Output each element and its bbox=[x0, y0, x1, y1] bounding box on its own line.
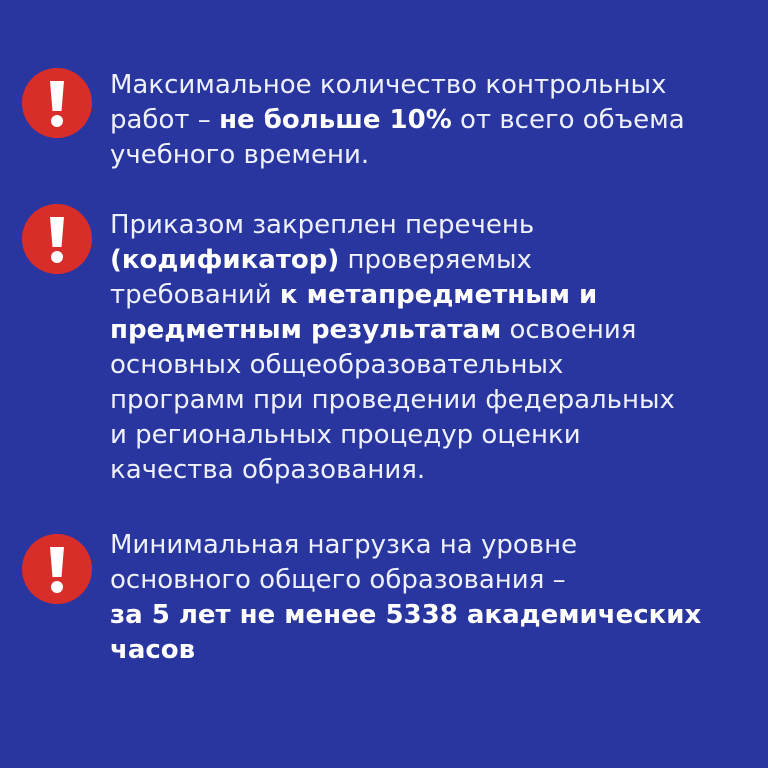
text-segment-bold: (кодификатор) bbox=[110, 245, 340, 275]
text-line bbox=[110, 208, 760, 243]
text-segment: Максимальное количество контрольных bbox=[110, 70, 667, 100]
text-segment: программ при проведении федеральных bbox=[110, 385, 675, 415]
text-segment: учебного времени. bbox=[110, 140, 370, 170]
warning-badge bbox=[22, 68, 92, 138]
text-line bbox=[110, 348, 760, 383]
text-segment-bold: предметным результатам bbox=[110, 315, 502, 345]
text-segment: основных общеобразовательных bbox=[110, 350, 564, 380]
text-segment: требований bbox=[110, 280, 280, 310]
exclamation-icon bbox=[22, 204, 92, 274]
text-segment-bold: за 5 лет не менее 5338 академических bbox=[110, 600, 702, 630]
text-segment-bold: не больше 10% bbox=[219, 105, 452, 135]
text-segment: Минимальная нагрузка на уровне bbox=[110, 530, 578, 560]
text-segment-bold: к метапредметным и bbox=[279, 280, 598, 310]
text-segment: проверяемых bbox=[339, 245, 532, 275]
text-line bbox=[110, 383, 760, 418]
info-text bbox=[110, 68, 760, 173]
info-text bbox=[110, 528, 760, 668]
warning-badge bbox=[22, 204, 92, 274]
exclamation-icon bbox=[22, 68, 92, 138]
text-line bbox=[110, 563, 760, 598]
text-segment-bold: часов bbox=[110, 635, 196, 665]
text-line bbox=[110, 453, 760, 488]
text-line bbox=[110, 68, 760, 103]
text-segment: качества образования. bbox=[110, 455, 426, 485]
text-line bbox=[110, 598, 760, 633]
warning-badge bbox=[22, 534, 92, 604]
text-line bbox=[110, 418, 760, 453]
exclamation-icon bbox=[22, 534, 92, 604]
text-segment: от всего объема bbox=[451, 105, 685, 135]
text-line bbox=[110, 103, 760, 138]
text-segment: и региональных процедур оценки bbox=[110, 420, 581, 450]
text-segment: Приказом закреплен перечень bbox=[110, 210, 535, 240]
info-text bbox=[110, 208, 760, 488]
text-segment: освоения bbox=[501, 315, 637, 345]
text-line bbox=[110, 633, 760, 668]
text-line bbox=[110, 243, 760, 278]
text-line bbox=[110, 313, 760, 348]
text-line bbox=[110, 278, 760, 313]
text-segment: основного общего образования – bbox=[110, 565, 566, 595]
text-line bbox=[110, 138, 760, 173]
text-segment: работ – bbox=[110, 105, 220, 135]
text-line bbox=[110, 528, 760, 563]
